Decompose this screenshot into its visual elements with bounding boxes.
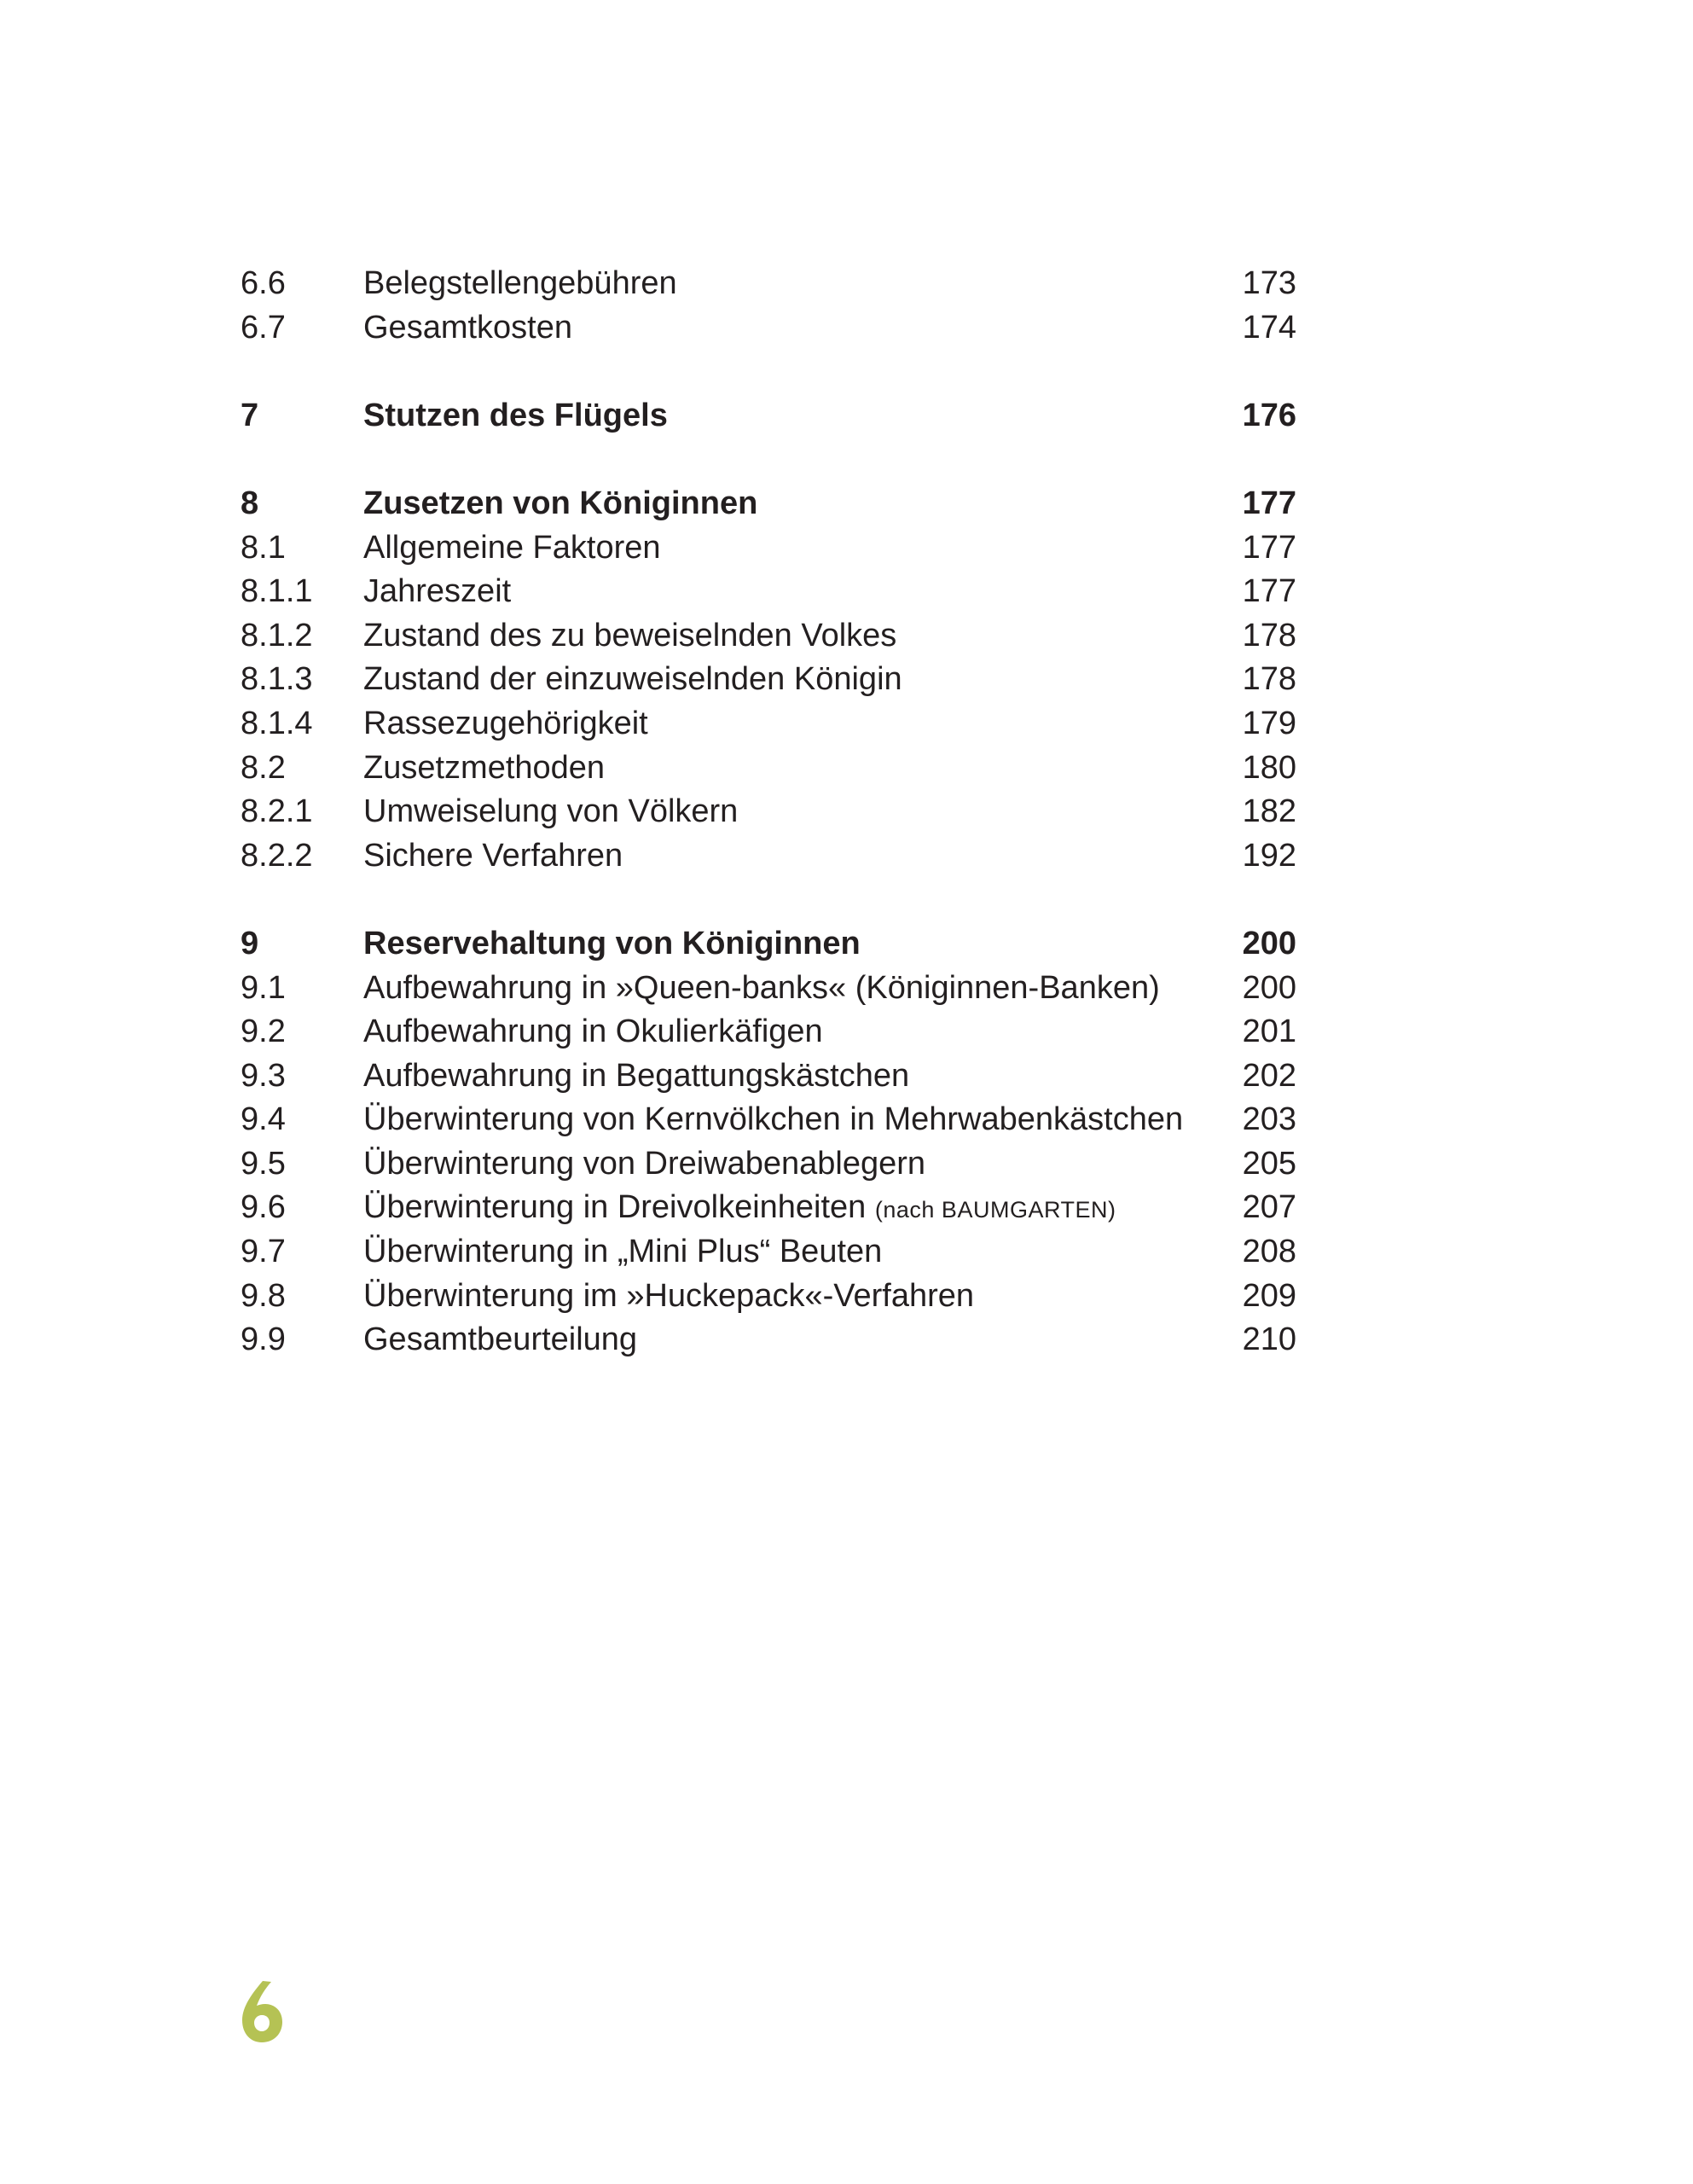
- toc-entry-page: 210: [1242, 1321, 1296, 1358]
- toc-entry-page: 178: [1242, 617, 1296, 653]
- toc-entry: [241, 1054, 1296, 1099]
- toc-entry-number: 8.2: [241, 749, 286, 786]
- toc-entry-title: Sichere Verfahren: [363, 837, 623, 874]
- toc-entry-number: 9.8: [241, 1277, 286, 1314]
- toc-entry-page: 208: [1242, 1234, 1296, 1270]
- section-spacer: [241, 438, 1296, 482]
- toc-entry-page: 201: [1242, 1014, 1296, 1050]
- toc-entry-page: 173: [1242, 265, 1296, 301]
- section-spacer: [241, 350, 1296, 394]
- toc-entry: [241, 834, 1296, 879]
- toc-entry: [241, 570, 1296, 614]
- toc-entry-title: Aufbewahrung in Okulierkäfigen: [363, 1014, 823, 1050]
- toc-entry-title: Rassezugehörigkeit: [363, 705, 648, 741]
- toc-entry-number: 9.9: [241, 1321, 286, 1358]
- toc-entry-number: 8.2.2: [241, 837, 313, 874]
- toc-entry-page: 203: [1242, 1101, 1296, 1138]
- toc-entry-title: Belegstellengebühren: [363, 265, 677, 301]
- toc-entry-title: Zustand der einzuweiselnden Königin: [363, 661, 902, 698]
- toc-entry: [241, 658, 1296, 702]
- toc-entry-title: Überwinterung von Dreiwabenablegern: [363, 1145, 926, 1182]
- page-number-6-icon: [237, 1978, 288, 2046]
- toc-entry: [241, 1275, 1296, 1319]
- toc-entry-page: 202: [1242, 1057, 1296, 1094]
- toc-entry-page: 180: [1242, 749, 1296, 786]
- toc-entry-number: 8.1.2: [241, 617, 313, 653]
- toc-entry-number: 6.7: [241, 309, 286, 346]
- toc-entry: [241, 746, 1296, 791]
- toc-entry: [241, 614, 1296, 659]
- toc-entry: [241, 702, 1296, 746]
- toc-entry: [241, 1230, 1296, 1275]
- toc-entry: [241, 1142, 1296, 1187]
- toc-chapter-title: Zusetzen von Königinnen: [363, 485, 758, 521]
- toc-entry: [241, 1318, 1296, 1362]
- toc-entry-title: Überwinterung in „Mini Plus“ Beuten: [363, 1234, 883, 1270]
- toc-entry-title: Zustand des zu beweiselnden Volkes: [363, 617, 897, 653]
- toc-entry-page: 209: [1242, 1277, 1296, 1314]
- toc-entry-page: 177: [1242, 529, 1296, 566]
- toc-entry-number: 9.4: [241, 1101, 286, 1138]
- toc-entry: [241, 790, 1296, 834]
- toc-entry: [241, 1010, 1296, 1054]
- toc-entry-page: 178: [1242, 661, 1296, 698]
- toc-entry-number: 9.2: [241, 1014, 286, 1050]
- toc-chapter: [241, 394, 1296, 439]
- toc-entry-title: Allgemeine Faktoren: [363, 529, 661, 566]
- toc-entry-page: 207: [1242, 1189, 1296, 1226]
- toc-entry-title: [363, 1186, 1116, 1233]
- toc-entry-title: Überwinterung im »Huckepack«-Verfahren: [363, 1277, 975, 1314]
- toc-entry-page: 177: [1242, 573, 1296, 610]
- toc-entry-number: 8.2.1: [241, 793, 313, 830]
- toc-entry-number: 9.5: [241, 1145, 286, 1182]
- toc-entry-title: Zusetzmethoden: [363, 749, 606, 786]
- toc-entry-number: 8.1: [241, 529, 286, 566]
- toc-entry-title: Umweiselung von Völkern: [363, 793, 739, 830]
- toc-chapter-page: 176: [1242, 397, 1296, 433]
- toc-entry: [241, 262, 1296, 306]
- page-number-glyph: [237, 1978, 288, 2046]
- toc-entry-number: 8.1.3: [241, 661, 313, 698]
- toc-chapter-title: Reservehaltung von Königinnen: [363, 925, 861, 961]
- toc-chapter: [241, 922, 1296, 967]
- toc-chapter: [241, 482, 1296, 526]
- toc-entry-title: Gesamtkosten: [363, 309, 572, 346]
- toc-chapter-number: 7: [241, 397, 259, 433]
- toc-entry: [241, 967, 1296, 1011]
- toc-entry-title: Überwinterung von Kernvölkchen in Mehrwabenkästchen: [363, 1101, 1184, 1138]
- toc-entry-page: 182: [1242, 793, 1296, 830]
- toc-entry-number: 8.1.1: [241, 573, 313, 610]
- toc-entry: [241, 526, 1296, 571]
- toc-entry-title-text: Überwinterung in Dreivolkeinheiten: [363, 1189, 867, 1226]
- toc-entry-number: 9.1: [241, 969, 286, 1006]
- toc-entry-number: 9.6: [241, 1189, 286, 1226]
- toc-entry-page: 192: [1242, 837, 1296, 874]
- toc-entry-number: 8.1.4: [241, 705, 313, 741]
- toc-entry-number: 9.7: [241, 1234, 286, 1270]
- section-spacer: [241, 878, 1296, 922]
- toc-entry-page: 174: [1242, 309, 1296, 346]
- toc-chapter-title: Stutzen des Flügels: [363, 397, 668, 433]
- toc-entry-title: Aufbewahrung in Begattungskästchen: [363, 1057, 910, 1094]
- toc-entry-page: 205: [1242, 1145, 1296, 1182]
- toc-entry-note: (nach BAUMGARTEN): [874, 1197, 1116, 1223]
- toc-entry-title: Aufbewahrung in »Queen-banks« (Königinnen-Banken): [363, 969, 1160, 1006]
- toc-chapter-page: 200: [1242, 925, 1296, 961]
- toc-entry-page: 200: [1242, 969, 1296, 1006]
- toc-entry-number: 9.3: [241, 1057, 286, 1094]
- toc-chapter-page: 177: [1242, 485, 1296, 521]
- toc-entry-title: Jahreszeit: [363, 573, 512, 610]
- table-of-contents: [241, 262, 1296, 1362]
- toc-entry: [241, 1186, 1296, 1230]
- toc-entry-number: 6.6: [241, 265, 286, 301]
- toc-chapter-number: 9: [241, 925, 259, 961]
- toc-chapter-number: 8: [241, 485, 259, 521]
- toc-entry: [241, 1098, 1296, 1142]
- toc-entry-page: 179: [1242, 705, 1296, 741]
- toc-entry: [241, 306, 1296, 351]
- toc-entry-title: Gesamtbeurteilung: [363, 1321, 638, 1358]
